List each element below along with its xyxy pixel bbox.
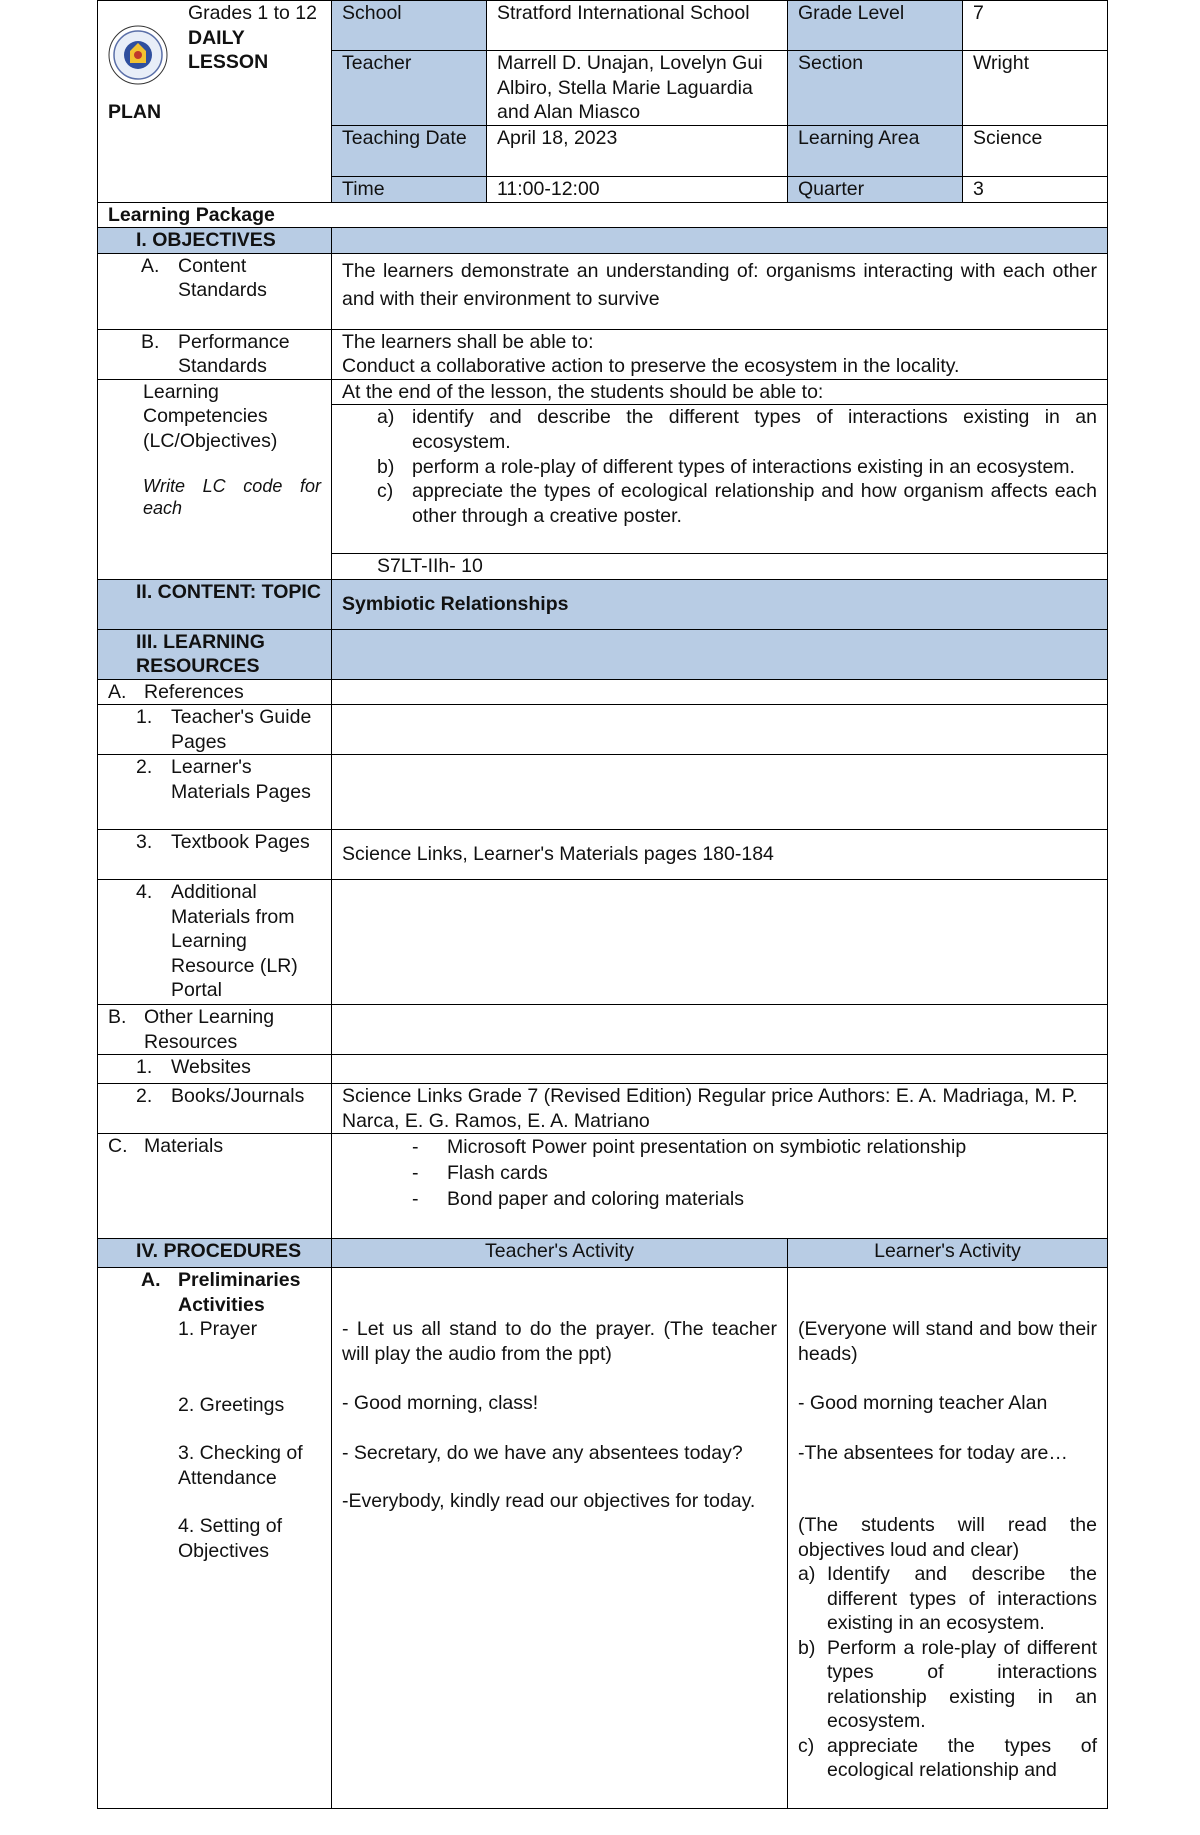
school-value: Stratford International School	[487, 1, 788, 51]
objectives-heading-fill	[332, 228, 1108, 254]
websites-label	[98, 1055, 332, 1084]
objectives-learner-item-c: c) appreciate the types of ecological relationship and	[798, 1734, 1097, 1781]
learner-activity-header: Learner's Activity	[788, 1239, 1108, 1268]
teacher-activity-header: Teacher's Activity	[332, 1239, 788, 1268]
performance-standards-value	[332, 329, 1108, 379]
time-label: Time	[332, 177, 487, 203]
greetings-label: 2. Greetings	[178, 1393, 285, 1416]
section-label: Section	[788, 51, 963, 126]
section-value: Wright	[963, 51, 1108, 126]
web-mark: 1.	[136, 1056, 153, 1078]
learner-activity-cell	[788, 1268, 1108, 1809]
content-standards-text: Content Standards	[178, 254, 267, 301]
am-text: Additional Materials from Learning Resource (LR) Portal	[171, 881, 298, 1001]
teaching-date-value: April 18, 2023	[487, 126, 788, 177]
attendance-label: 3. Checking of Attendance	[178, 1442, 303, 1489]
materials-text: Materials	[144, 1135, 224, 1157]
lm-text: Learner's Materials Pages	[171, 756, 311, 803]
objectives-heading: I. OBJECTIVES	[98, 228, 332, 254]
materials-mark: C.	[108, 1135, 128, 1157]
books-value: Science Links Grade 7 (Revised Edition) Regular price Authors: E. A. Madriaga, M. P. Narca, E. G. Ramos, E. A. Matriano	[332, 1084, 1108, 1134]
content-standards-value: The learners demonstrate an understanding of: organisms interacting with each other and with their environment to survive	[332, 253, 1108, 329]
tg-text: Teacher's Guide Pages	[171, 706, 312, 753]
time-value: 11:00-12:00	[487, 177, 788, 203]
am-mark: 4.	[136, 881, 153, 903]
textbook-value: Science Links, Learner's Materials pages 180-184	[332, 830, 1108, 880]
learners-materials-label	[98, 755, 332, 830]
grade-level-value: 7	[963, 1, 1108, 51]
resources-heading: III. LEARNING RESOURCES	[98, 629, 332, 679]
preliminaries-label	[98, 1268, 332, 1809]
objectives-learner-intro: (The students will read the objectives loud and clear)	[798, 1514, 1097, 1561]
books-mark: 2.	[136, 1085, 153, 1107]
header-title-block	[188, 1, 328, 75]
lc-intro: At the end of the lesson, the students should be able to:	[332, 379, 1108, 405]
objectives-setting-label: 4. Setting of Objectives	[178, 1515, 283, 1562]
materials-list	[332, 1134, 1108, 1239]
teacher-value: Marrell D. Unajan, Lovelyn Gui Albiro, Stella Marie Laguardia and Alan Miasco	[487, 51, 788, 126]
performance-standards-label	[98, 329, 332, 379]
teachers-guide-value	[332, 705, 1108, 755]
teacher-activity-cell	[332, 1268, 788, 1809]
other-resources-value	[332, 1005, 1108, 1055]
grades-label: Grades 1 to 12	[188, 2, 317, 24]
textbook-label	[98, 830, 332, 880]
title-plan: PLAN	[108, 101, 162, 123]
references-text: References	[144, 680, 244, 703]
teachers-guide-label	[98, 705, 332, 755]
grade-level-label: Grade Level	[788, 1, 963, 51]
greetings-teacher: - Good morning, class!	[342, 1392, 539, 1414]
lesson-plan-sheet	[97, 0, 1107, 1809]
tg-mark: 1.	[136, 706, 153, 728]
prayer-label: 1. Prayer	[178, 1318, 258, 1340]
books-text: Books/Journals	[171, 1085, 305, 1107]
header-logo-cell	[98, 1, 332, 203]
other-resources-label	[98, 1005, 332, 1055]
performance-standards-text: Performance Standards	[178, 330, 290, 377]
lesson-plan-table	[97, 0, 1108, 1809]
greetings-learner: - Good morning teacher Alan	[798, 1392, 1048, 1414]
websites-value	[332, 1055, 1108, 1084]
material-item: - Microsoft Power point presentation on symbiotic relationship	[412, 1136, 967, 1158]
learning-competencies-label	[98, 379, 332, 579]
deped-seal-icon	[108, 25, 168, 85]
lc-label-text: Learning Competencies (LC/Objectives)	[143, 380, 278, 452]
lc-item-c: c) appreciate the types of ecological relationship and how organism affects each other through a creative poster.	[377, 480, 1097, 528]
attendance-teacher: - Secretary, do we have any absentees today?	[342, 1441, 743, 1464]
content-heading: II. CONTENT: TOPIC	[98, 579, 332, 629]
learners-materials-value	[332, 755, 1108, 830]
attendance-learner: -The absentees for today are…	[798, 1441, 1068, 1464]
prayer-learner: (Everyone will stand and bow their heads)	[798, 1318, 1097, 1365]
performance-standards-mark: B.	[141, 330, 160, 353]
objectives-teacher: -Everybody, kindly read our objectives for today.	[342, 1490, 756, 1512]
content-standards-label	[98, 253, 332, 329]
lm-mark: 2.	[136, 756, 153, 778]
web-text: Websites	[171, 1056, 251, 1078]
books-label	[98, 1084, 332, 1134]
references-label	[98, 679, 332, 705]
content-topic: Symbiotic Relationships	[332, 579, 1108, 629]
tb-mark: 3.	[136, 831, 153, 853]
quarter-value: 3	[963, 177, 1108, 203]
content-standards-mark: A.	[141, 254, 160, 277]
additional-materials-value	[332, 880, 1108, 1005]
other-text: Other Learning Resources	[144, 1006, 275, 1053]
lc-item-b: b) perform a role-play of different types of interactions existing in an ecosystem.	[377, 455, 1075, 478]
lc-code: S7LT-IIh- 10	[332, 554, 1108, 580]
references-value	[332, 679, 1108, 705]
prayer-teacher: - Let us all stand to do the prayer. (The teacher will play the audio from the ppt)	[342, 1318, 777, 1365]
teacher-label: Teacher	[332, 51, 487, 126]
tb-text: Textbook Pages	[171, 831, 310, 853]
title-daily: DAILY	[188, 26, 245, 49]
objectives-learner-item-a: a) Identify and describe the different types of interactions existing in an ecosystem.	[798, 1563, 1097, 1634]
title-lesson: LESSON	[188, 51, 269, 73]
material-item: - Flash cards	[412, 1162, 548, 1184]
quarter-label: Quarter	[788, 177, 963, 203]
school-label: School	[332, 1, 487, 51]
lc-objectives-list	[332, 405, 1108, 554]
prelim-heading: A. Preliminaries Activities	[141, 1269, 301, 1316]
additional-materials-label	[98, 880, 332, 1005]
learning-package-label: Learning Package	[98, 202, 1108, 228]
performance-line1: The learners shall be able to:	[342, 330, 594, 353]
other-mark: B.	[108, 1006, 127, 1028]
learning-area-value: Science	[963, 126, 1108, 177]
teaching-date-label: Teaching Date	[332, 126, 487, 177]
lc-note-text: Write LC code for each	[143, 476, 321, 518]
materials-label	[98, 1134, 332, 1239]
resources-heading-fill	[332, 629, 1108, 679]
lc-item-a: a) identify and describe the different types of interactions existing in an ecosystem.	[377, 406, 1097, 453]
material-item: - Bond paper and coloring materials	[412, 1188, 745, 1210]
procedures-heading: IV. PROCEDURES	[98, 1239, 332, 1268]
performance-line2: Conduct a collaborative action to preserve the ecosystem in the locality.	[342, 355, 960, 377]
learning-area-label: Learning Area	[788, 126, 963, 177]
references-mark: A.	[108, 680, 127, 703]
objectives-learner-item-b: b) Perform a role-play of different types of interactions relationship existing in an ecosystem.	[798, 1636, 1097, 1732]
